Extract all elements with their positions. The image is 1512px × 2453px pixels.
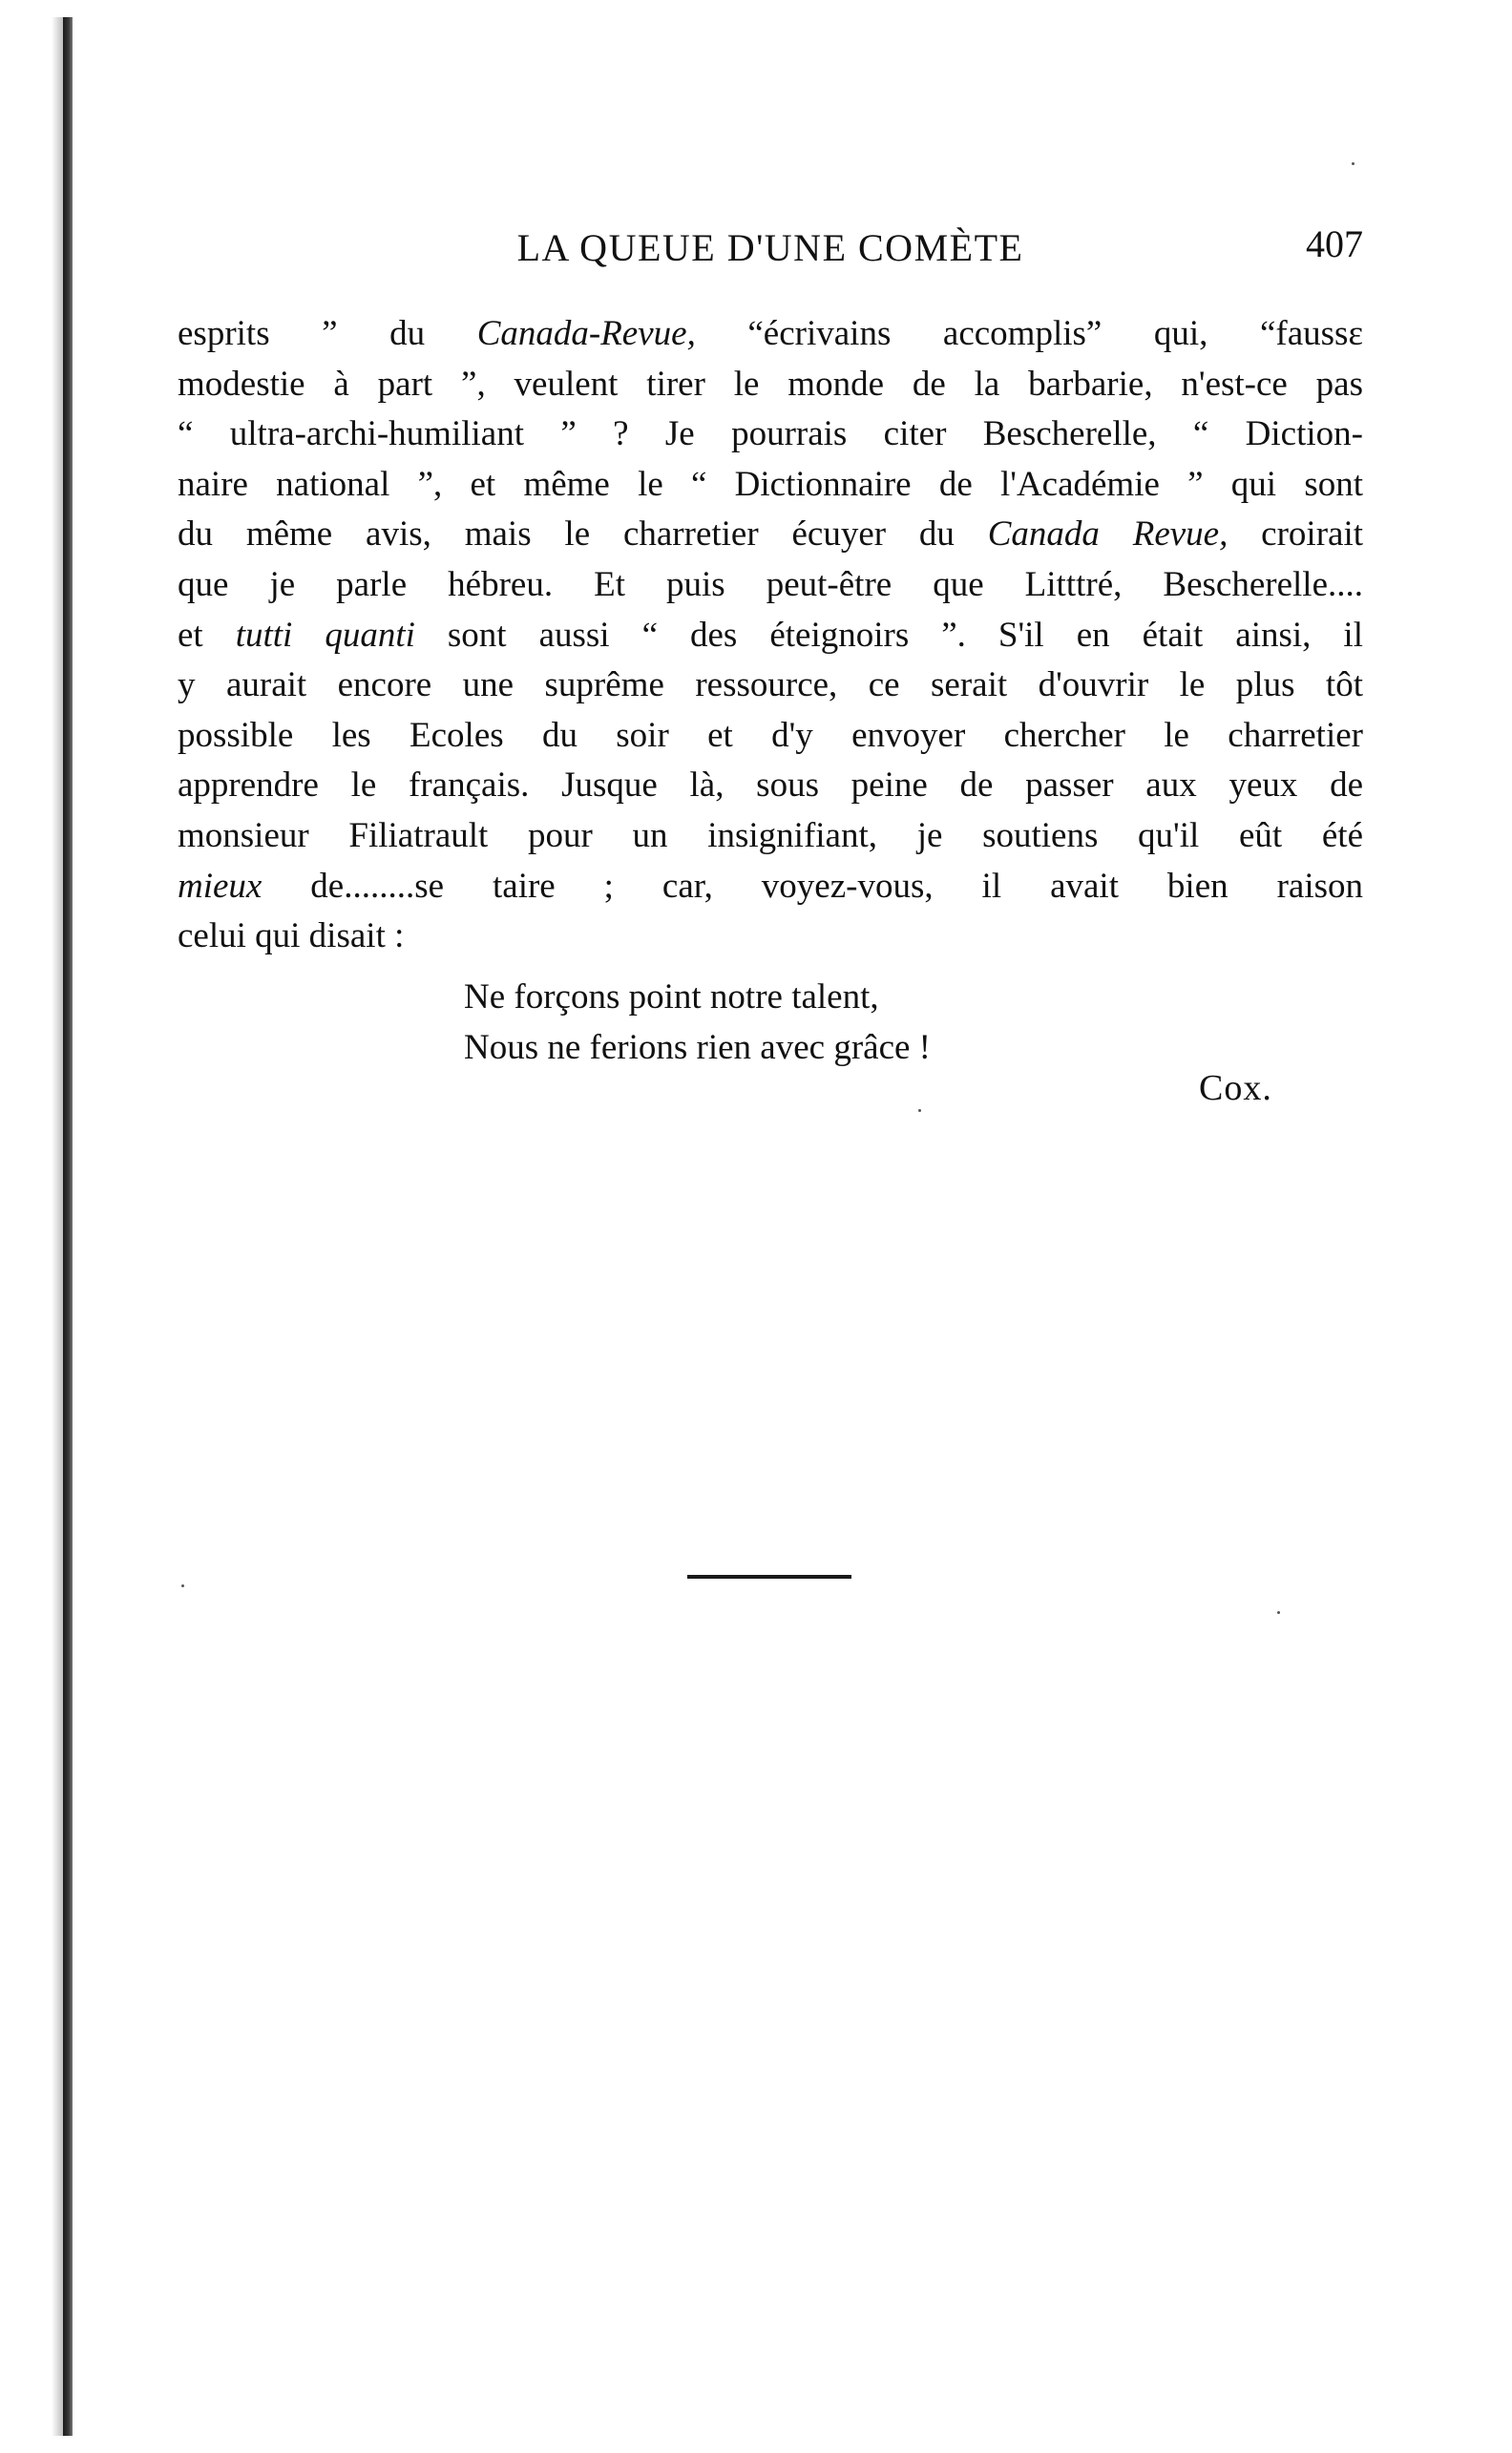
text-line	[178, 761, 1363, 811]
text-line	[178, 912, 1363, 962]
text-run: modestie à part ”, veulent tirer le monde de la barbarie, n'est-ce pas	[178, 364, 1363, 404]
text-line	[178, 510, 1363, 560]
text-run: celui qui disait :	[178, 916, 405, 956]
verse-line-2: Nous ne ferions rien avec grâce !	[464, 1028, 931, 1067]
text-run: naire national ”, et même le “ Dictionnaire de l'Académie ” qui sont	[178, 464, 1363, 504]
text-line	[178, 862, 1363, 912]
italic-run: mieux	[178, 866, 262, 906]
text-run: que je parle hébreu. Et puis peut-être que Litttré, Bescherelle....	[178, 564, 1363, 604]
text-run: et	[178, 615, 236, 655]
text-line	[178, 560, 1363, 611]
text-run: de........se taire ; car, voyez-vous, il avait bien raison	[262, 866, 1363, 906]
binding-edge	[63, 17, 73, 2436]
print-speck	[181, 1584, 184, 1587]
section-end-rule	[687, 1575, 851, 1579]
text-line	[178, 409, 1363, 460]
text-run: y aurait encore une suprême ressource, ce serait d'ouvrir le plus tôt	[178, 665, 1363, 705]
italic-run: Canada Revue,	[987, 514, 1228, 555]
text-line	[178, 460, 1363, 511]
italic-run: Canada-Revue,	[476, 314, 696, 353]
text-run: esprits ” du	[178, 314, 477, 353]
binding-shadow	[52, 17, 63, 2436]
text-line	[178, 811, 1363, 862]
running-title: LA QUEUE D'UNE COMÈTE	[516, 226, 1024, 269]
print-speck	[918, 1109, 921, 1112]
running-head	[178, 222, 1363, 283]
text-run: sont aussi “ des éteignoirs ”. S'il en était ainsi, il	[414, 615, 1363, 655]
verse-quotation	[464, 972, 931, 1073]
body-paragraph	[178, 309, 1363, 962]
text-run: “écrivains accomplis” qui, “faussɛ	[695, 314, 1363, 353]
text-line	[178, 611, 1363, 661]
text-run: “ ultra-archi-humiliant ” ? Je pourrais citer Bescherelle, “ Diction-	[178, 414, 1363, 454]
italic-run: tutti quanti	[235, 615, 415, 655]
text-line	[178, 360, 1363, 410]
text-run: possible les Ecoles du soir et d'y envoyer chercher le charretier	[178, 715, 1363, 755]
verse-line-1: Ne forçons point notre talent,	[464, 977, 879, 1017]
print-speck	[1277, 1611, 1280, 1614]
text-line	[178, 711, 1363, 762]
text-run: du même avis, mais le charretier écuyer du	[178, 514, 988, 555]
author-signature: Cox.	[1199, 1068, 1272, 1108]
text-run: apprendre le français. Jusque là, sous peine de passer aux yeux de	[178, 765, 1363, 806]
page-number: 407	[1306, 222, 1363, 265]
text-run: monsieur Filiatrault pour un insignifiant, je soutiens qu'il eût été	[178, 815, 1363, 855]
print-speck	[1352, 162, 1354, 165]
text-run: croirait	[1228, 514, 1363, 555]
text-line	[178, 660, 1363, 711]
text-line	[178, 309, 1363, 360]
